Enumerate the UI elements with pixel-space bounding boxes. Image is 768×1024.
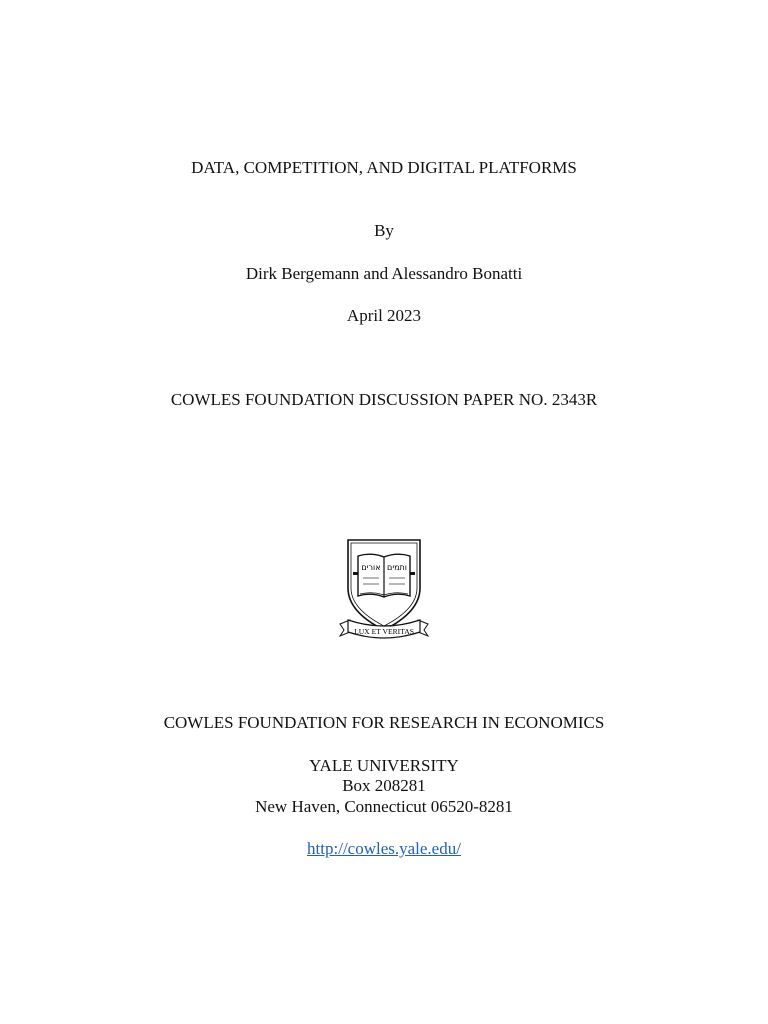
authors: Dirk Bergemann and Alessandro Bonatti: [245, 264, 523, 283]
yale-seal-icon: [336, 536, 432, 644]
seal-book-text-left: אורים: [361, 563, 381, 572]
seal-book-text-right: ותמים: [387, 563, 407, 572]
postal-box: Box 208281: [342, 776, 426, 795]
document-title: DATA, COMPETITION, AND DIGITAL PLATFORMS: [191, 158, 577, 177]
paper-number: COWLES FOUNDATION DISCUSSION PAPER NO. 2343R: [170, 390, 598, 409]
foundation-name: COWLES FOUNDATION FOR RESEARCH IN ECONOMICS: [163, 713, 605, 732]
city-address: New Haven, Connecticut 06520-8281: [255, 797, 513, 816]
url-line: [0, 839, 768, 859]
foundation-link[interactable]: http://cowles.yale.edu/: [307, 839, 461, 858]
seal-motto: LUX ET VERITAS: [354, 627, 414, 636]
publication-date: April 2023: [346, 306, 422, 325]
by-line: By: [374, 221, 394, 240]
university-name: YALE UNIVERSITY: [309, 756, 459, 775]
